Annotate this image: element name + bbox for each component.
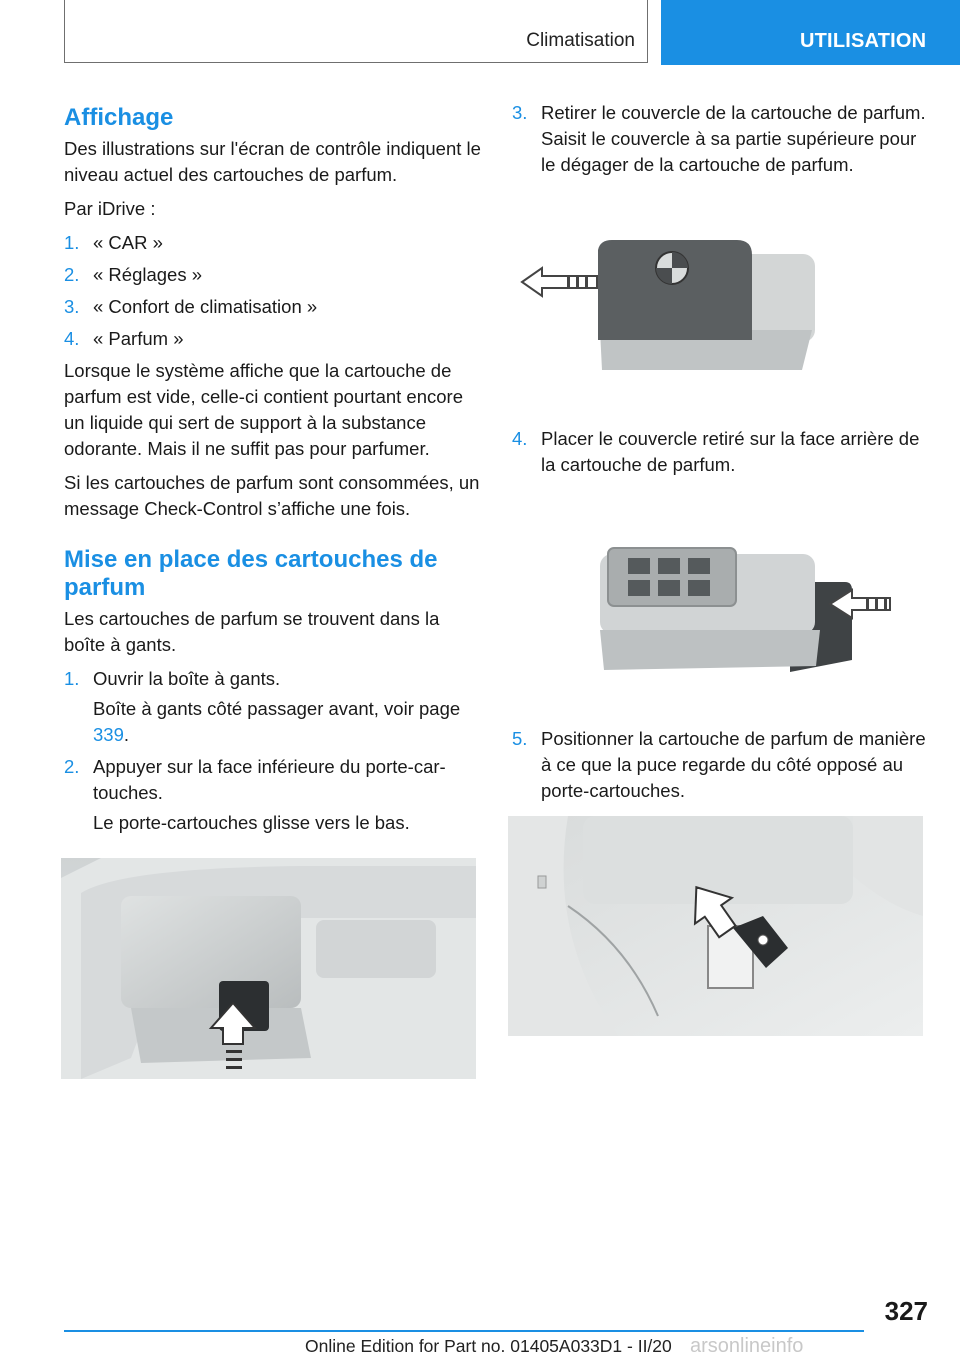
paragraph-idrive: Par iDrive : <box>64 198 156 219</box>
paragraph-illustrations: Des illustrations sur l'écran de contrôle indiquent le niveau actuel des cartouches de parfum. <box>64 138 481 185</box>
header-section-title: Climatisation <box>526 30 635 51</box>
right-column-step5 <box>512 726 932 810</box>
cartridge-steps-c <box>512 726 932 804</box>
glovebox-photo <box>61 858 476 1079</box>
heading-affichage: Affichage <box>64 104 174 131</box>
heading-mise-en-place: Mise en place des cartouches de parfum <box>64 546 438 601</box>
list-item: 2. Appuyer sur la face inférieure du porte-cartouches. Le porte-cartouches glisse vers le bas. <box>64 756 446 833</box>
remove-lid-illustration <box>512 230 932 380</box>
cartridge-steps-b <box>512 426 932 478</box>
right-column <box>512 100 932 184</box>
paragraph-location: Les cartouches de parfum se trouvent dans la boîte à gants. <box>64 608 440 655</box>
idrive-steps <box>64 230 482 352</box>
cartridge-holder-illustration <box>508 816 923 1036</box>
paragraph-check-control: Si les cartouches de parfum sont consommées, un message Check-Control s’affiche une fois. <box>64 472 480 519</box>
cartridge-back-drawing <box>590 540 910 675</box>
footer-rule <box>64 1330 864 1332</box>
list-item: 4. Placer le couvercle retiré sur la face arrière de la cartouche de parfum. <box>512 428 920 475</box>
paragraph-empty-cartridge: Lorsque le système affiche que la cartouche de parfum est vide, celle-ci contient pourtant encore un liquide qui sert de support à la substance odorante. Mais il ne suffit pas pour parfumer. <box>64 360 463 459</box>
left-column <box>64 100 482 842</box>
install-steps <box>64 666 482 836</box>
page-number: 327 <box>884 1296 928 1326</box>
position-cartridge-photo <box>508 816 923 1036</box>
list-item: 1. « CAR » <box>64 232 163 253</box>
glovebox-illustration <box>61 858 476 1079</box>
place-lid-illustration <box>590 540 910 675</box>
list-item: 1. Ouvrir la boîte à gants. Boîte à gants côté passager avant, voir page 339. <box>64 668 461 745</box>
list-item: 3. Retirer le couvercle de la cartouche de parfum. Saisit le couvercle à sa partie supérieure pour le dégager de la cartouche de parfum. <box>512 102 926 175</box>
cartridge-steps-a <box>512 100 932 178</box>
right-column-step4 <box>512 426 932 484</box>
page-link[interactable]: 339 <box>93 724 124 745</box>
list-item: 2. « Réglages » <box>64 264 203 285</box>
header-chapter-tab: UTILISATION <box>661 0 960 65</box>
list-item: 5. Positionner la cartouche de parfum de manière à ce que la puce regarde du côté opposé au porte-cartouches. <box>512 728 926 801</box>
list-item: 3. « Confort de climatisation » <box>64 296 318 317</box>
cartridge-lid-drawing <box>512 230 932 380</box>
footer-watermark: arsonlineinfo <box>690 1335 804 1357</box>
footer-edition: Online Edition for Part no. 01405A033D1 - II/20 <box>305 1336 672 1356</box>
list-item: 4. « Parfum » <box>64 328 184 349</box>
